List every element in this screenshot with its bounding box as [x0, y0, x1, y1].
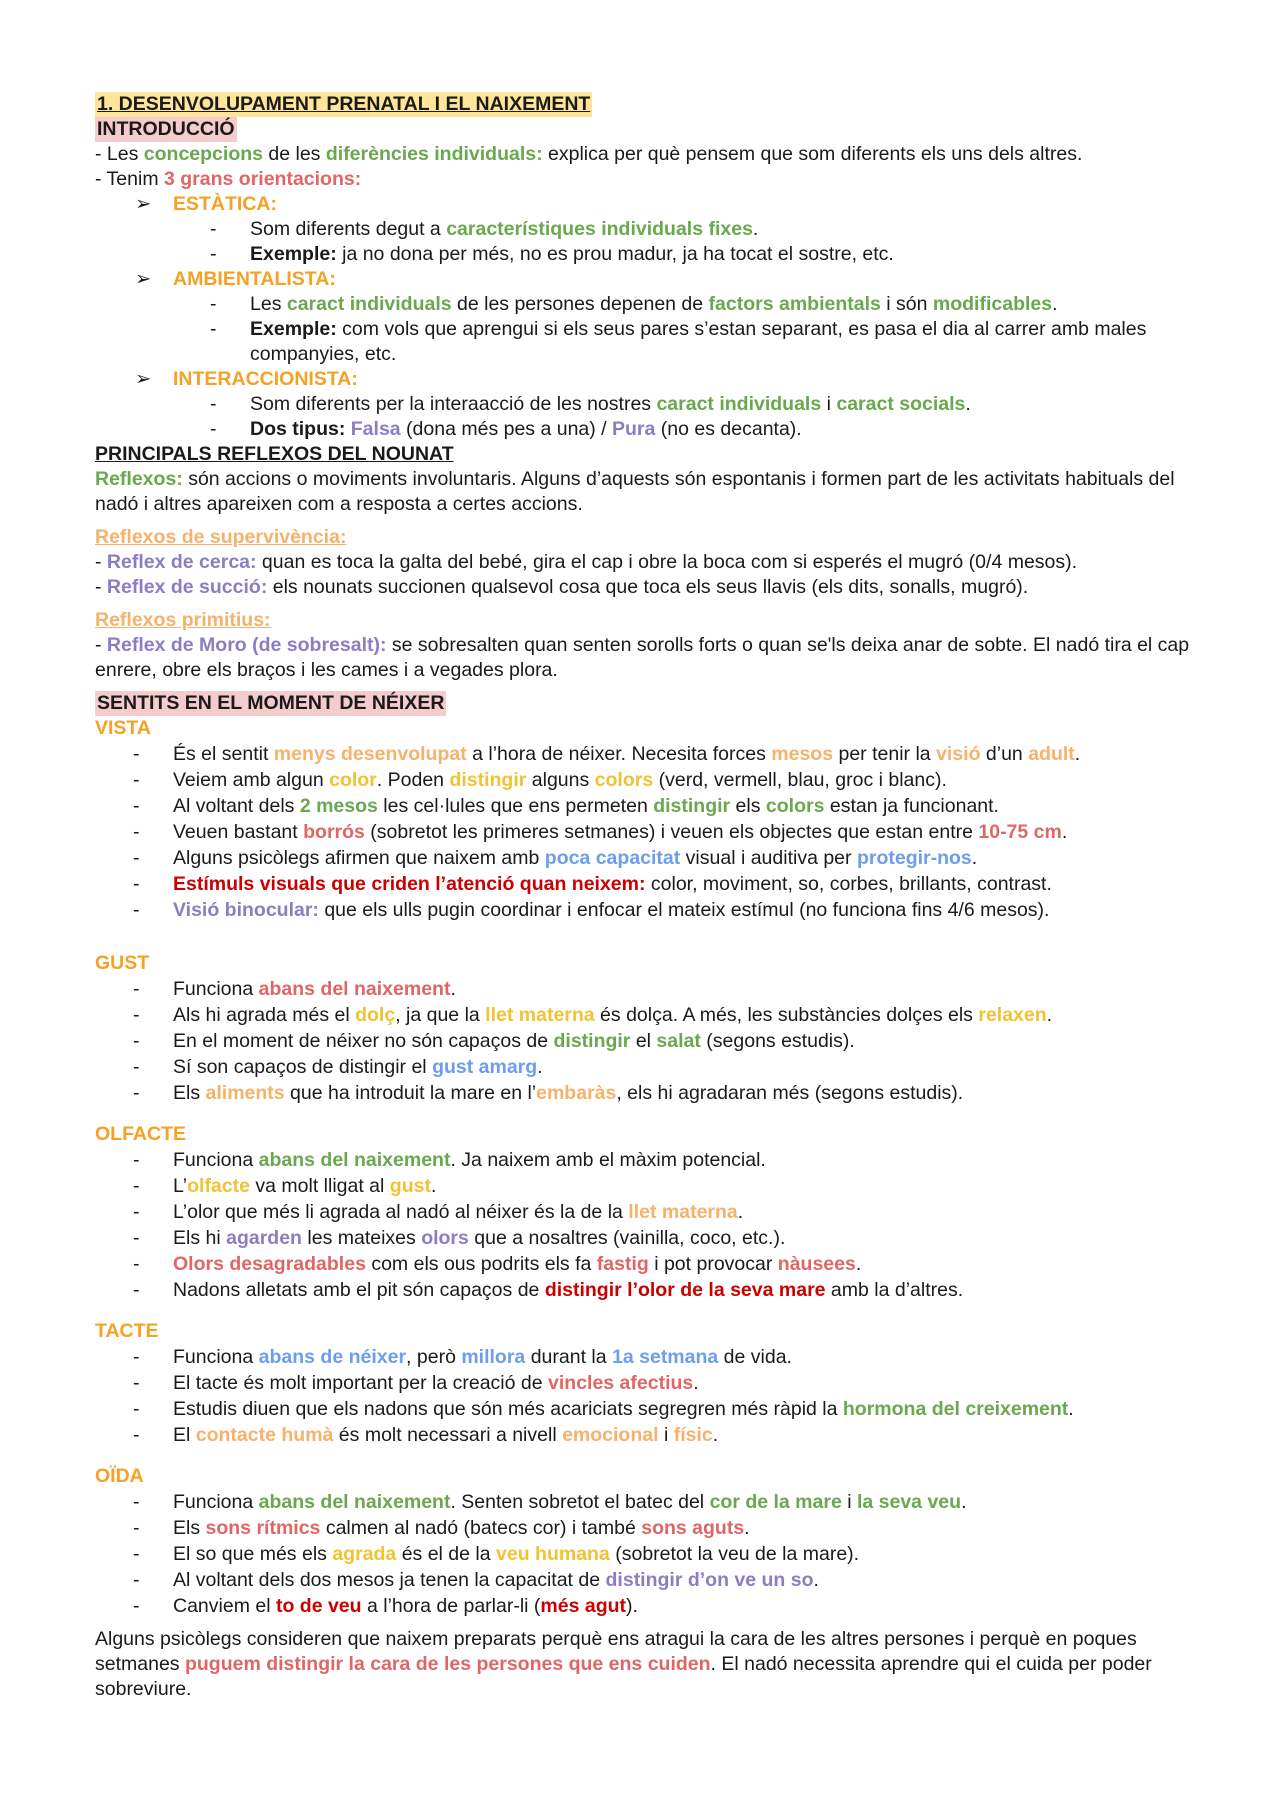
reflex-cerca: - Reflex de cerca: quan es toca la galta del bebé, gira el cap i obre la boca com si esperés el mugró (0/4 mesos). — [95, 551, 1078, 573]
sense-heading-gust: GUST — [95, 952, 150, 974]
intro-line-1: - Les concepcions de les diferències individuals: explica per què pensem que som diferents els uns dels altres. — [95, 143, 1083, 165]
section-heading-introduccio: INTRODUCCIÓ — [97, 118, 235, 140]
closing-paragraph: Alguns psicòlegs consideren que naixem preparats perquè ens atragui la cara de les altres persones i perquè en poques setmanes puguem distingir la cara de les persones que ens cuiden. El nadó necessita aprendre qui el cuida per poder sobreviure. — [95, 1628, 1152, 1700]
list-item: - Exemple: com vols que aprengui si els seus pares s’estan separant, es pasa el dia al carrer amb males companyies, etc. — [210, 318, 1147, 365]
list-item: - Al voltant dels 2 mesos les cel·lules que ens permeten distingir els colors estan ja funcionant. — [133, 795, 999, 817]
list-item: - Som diferents per la interaacció de les nostres caract individuals i caract socials. — [210, 393, 971, 415]
list-item: - És el sentit menys desenvolupat a l’hora de néixer. Necesita forces mesos per tenir la visió d’un adult. — [133, 743, 1081, 765]
list-item: - Som diferents degut a característiques individuals fixes. — [210, 218, 759, 240]
subheading-supervivencia: Reflexos de supervivència: — [95, 526, 347, 548]
list-item: - Exemple: ja no dona per més, no es prou madur, ja ha tocat el sostre, etc. — [210, 243, 894, 265]
list-item: - Funciona abans del naixement. — [133, 978, 456, 1000]
list-item: - Estudis diuen que els nadons que són més acariciats segregren més ràpid la hormona del creixement. — [133, 1398, 1074, 1420]
reflex-moro: - Reflex de Moro (de sobresalt): se sobresalten quan senten sorolls forts o quan se'ls deixa anar de sobte. El nadó tira el cap enrere, obre els braços i les cames i a vegades plora. — [95, 634, 1190, 681]
list-item: - Alguns psicòlegs afirmen que naixem amb poca capacitat visual i auditiva per protegir-nos. — [133, 847, 978, 869]
document-title: 1. DESENVOLUPAMENT PRENATAL I EL NAIXEMENT — [97, 93, 591, 115]
list-item: - Veuen bastant borrós (sobretot les primeres setmanes) i veuen els objectes que estan entre 10-75 cm. — [133, 821, 1068, 843]
list-item: - Funciona abans del naixement. Senten sobretot el batec del cor de la mare i la seva veu. — [133, 1491, 967, 1513]
list-item: - Estímuls visuals que criden l’atenció quan neixem: color, moviment, so, corbes, brillants, contrast. — [133, 873, 1052, 895]
list-item: - Canviem el to de veu a l’hora de parlar-li (més agut). — [133, 1595, 638, 1617]
sense-heading-tacte: TACTE — [95, 1320, 159, 1342]
list-item: - Sí son capaços de distingir el gust amarg. — [133, 1056, 543, 1078]
sense-heading-oida: OÏDA — [95, 1465, 144, 1487]
list-item: - Veiem amb algun color. Poden distingir alguns colors (verd, vermell, blau, groc i blanc). — [133, 769, 947, 791]
list-item: - Els hi agarden les mateixes olors que a nosaltres (vainilla, coco, etc.). — [133, 1227, 786, 1249]
list-item: - L’olfacte va molt lligat al gust. — [133, 1175, 437, 1197]
list-item: - Els sons rítmics calmen al nadó (batecs cor) i també sons aguts. — [133, 1517, 750, 1539]
arrow-bullet-icon: ➢ — [135, 368, 152, 390]
orientation-ambientalista: ➢ AMBIENTALISTA: — [135, 268, 336, 290]
section-heading-sentits: SENTITS EN EL MOMENT DE NÉIXER — [97, 692, 445, 714]
section-heading-reflexos: PRINCIPALS REFLEXOS DEL NOUNAT — [95, 443, 454, 465]
list-item: - L’olor que més li agrada al nadó al néixer és la de la llet materna. — [133, 1201, 744, 1223]
reflex-succio: - Reflex de succió: els nounats succionen qualsevol cosa que toca els seus llavis (els dits, sonalls, mugró). — [95, 576, 1029, 598]
list-item: - Funciona abans del naixement. Ja naixem amb el màxim potencial. — [133, 1149, 766, 1171]
list-item: - El tacte és molt important per la creació de vincles afectius. — [133, 1372, 699, 1394]
intro-line-2: - Tenim 3 grans orientacions: — [95, 168, 362, 190]
orientation-estatica: ➢ ESTÀTICA: — [135, 193, 277, 215]
list-item: - Nadons alletats amb el pit són capaços de distingir l’olor de la seva mare amb la d’altres. — [133, 1279, 964, 1301]
list-item: - Al voltant dels dos mesos ja tenen la capacitat de distingir d’on ve un so. — [133, 1569, 819, 1591]
list-item: - Visió binocular: que els ulls pugin coordinar i enfocar el mateix estímul (no funciona fins 4/6 mesos). — [133, 899, 1050, 921]
list-item: - El so que més els agrada és el de la veu humana (sobretot la veu de la mare). — [133, 1543, 860, 1565]
list-item: - En el moment de néixer no són capaços de distingir el salat (segons estudis). — [133, 1030, 855, 1052]
list-item: - Dos tipus: Falsa (dona més pes a una) / Pura (no es decanta). — [210, 418, 802, 440]
list-item: - Els aliments que ha introduit la mare en l’embaràs, els hi agradaran més (segons estudis). — [133, 1082, 964, 1104]
subheading-primitius: Reflexos primitius: — [95, 609, 271, 631]
list-item: - Les caract individuals de les persones depenen de factors ambientals i són modificables. — [210, 293, 1058, 315]
sense-heading-olfacte: OLFACTE — [95, 1123, 186, 1145]
list-item: - El contacte humà és molt necessari a nivell emocional i físic. — [133, 1424, 719, 1446]
list-item: - Als hi agrada més el dolç, ja que la llet materna és dolça. A més, les substàncies dolçes els relaxen. — [133, 1004, 1053, 1026]
sense-heading-vista: VISTA — [95, 717, 151, 739]
arrow-bullet-icon: ➢ — [135, 268, 152, 290]
arrow-bullet-icon: ➢ — [135, 193, 152, 215]
list-item: - Funciona abans de néixer, però millora durant la 1a setmana de vida. — [133, 1346, 792, 1368]
list-item: - Olors desagradables com els ous podrits els fa fastig i pot provocar nàusees. — [133, 1253, 862, 1275]
orientation-interaccionista: ➢ INTERACCIONISTA: — [135, 368, 358, 390]
reflexos-definition: Reflexos: són accions o moviments involuntaris. Alguns d’aquests són espontanis i formen part de les activitats habituals del nadó i altres apareixen com a resposta a certes accions. — [95, 468, 1175, 515]
